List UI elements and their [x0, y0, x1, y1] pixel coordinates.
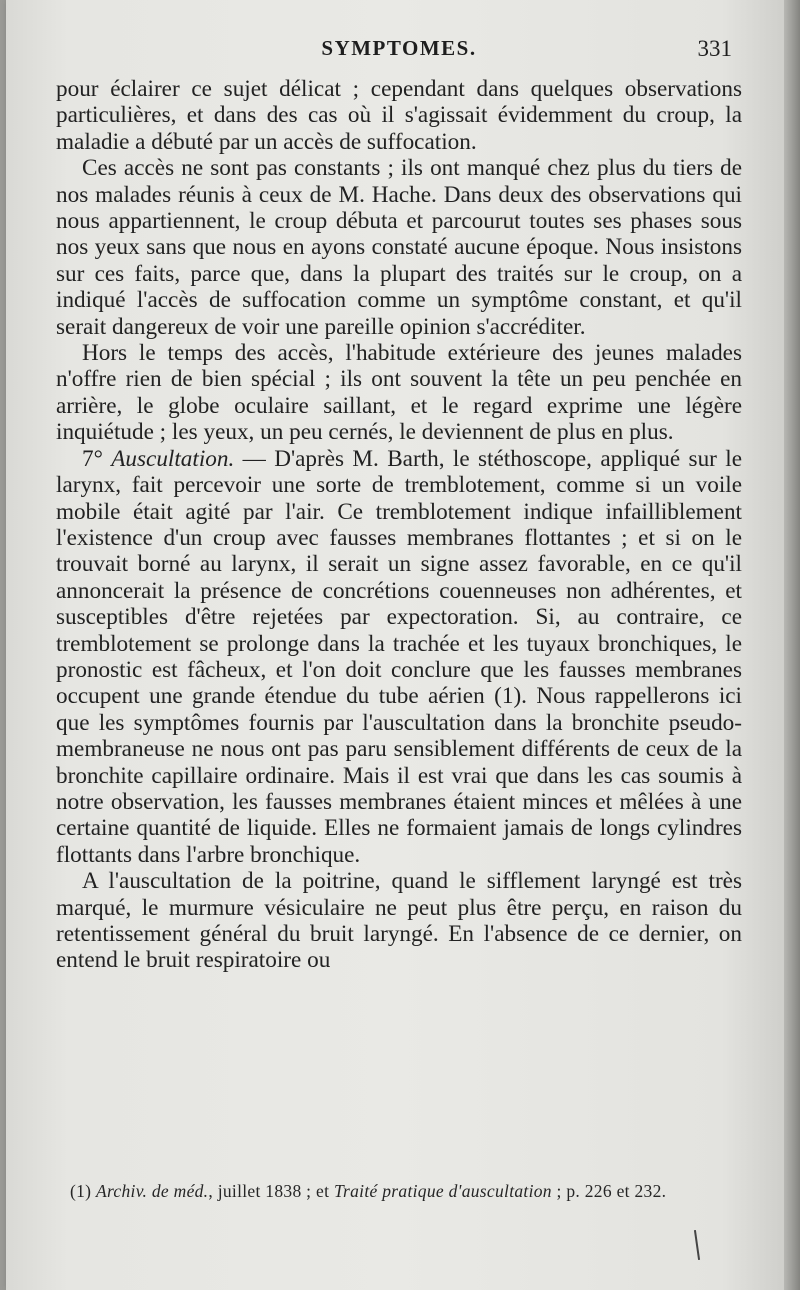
footnote-marker: (1)	[70, 1181, 96, 1201]
paragraph-1: pour éclairer ce sujet délicat ; cependant dans quelques observations particulières, et dans des cas où il s'agissait évidemment du croup, la maladie a débuté par un accès de suffocation.	[56, 76, 742, 155]
paragraph-5: A l'auscultation de la poitrine, quand le sifflement laryngé est très marqué, le murmure vésiculaire ne peut plus être perçu, en raison du retentissement général du bruit laryngé. En l'absence de ce dernier, on entend le bruit respiratoire ou	[56, 868, 742, 974]
paragraph-4	[56, 446, 742, 869]
footnote-text-1: , juillet 1838 ; et	[208, 1181, 334, 1201]
book-page	[6, 0, 784, 1290]
paragraph-2: Ces accès ne sont pas constants ; ils ont manqué chez plus du tiers de nos malades réunis à ceux de M. Hache. Dans deux des observations qui nous appartiennent, le croup débuta et parcourut toutes ses phases sous nos yeux sans que nous en ayons constaté aucune époque. Nous insistons sur ces faits, parce que, dans la plupart des traités sur le croup, on a indiqué l'accès de suffocation comme un symptôme constant, et qu'il serait dangereux de voir une pareille opinion s'accréditer.	[56, 155, 742, 340]
footnote	[56, 1178, 756, 1205]
pencil-mark	[694, 1230, 700, 1260]
section-heading: Auscultation.	[111, 445, 235, 472]
running-title: SYMPTOMES.	[321, 36, 477, 60]
paragraph-3: Hors le temps des accès, l'habitude extérieure des jeunes malades n'offre rien de bien spécial ; ils ont souvent la tête un peu penchée en arrière, le globe oculaire saillant, et le regard exprime une légère inquiétude ; les yeux, un peu cernés, le deviennent de plus en plus.	[56, 340, 742, 446]
page-header	[54, 36, 744, 70]
paragraph-4-body: — D'après M. Barth, le stéthoscope, appliqué sur le larynx, fait percevoir une sorte de tremblotement, comme si un voile mobile était agité par l'air. Ce tremblotement indique infailliblement l'existence d'un croup avec fausses membranes flottantes ; et si on le trouvait borné au larynx, il serait un signe assez favorable, en ce qu'il annoncerait la présence de concrétions couenneuses non adhérentes, et susceptibles d'être rejetées par expectoration. Si, au contraire, ce tremblotement se prolonge dans la trachée et les tuyaux bronchiques, le pronostic est fâcheux, et l'on doit conclure que les fausses membranes occupent une grande étendue du tube aérien (1). Nous rappellerons ici que les symptômes fournis par l'auscultation dans la bronchite pseudo-membraneuse ne nous ont pas paru sensiblement différents de ceux de la bronchite capillaire ordinaire. Mais il est vrai que dans les cas soumis à notre observation, les fausses membranes étaient minces et mêlées à une certaine quantité de liquide. Elles ne formaient jamais de longs cylindres flottants dans l'arbre bronchique.	[56, 445, 743, 868]
page-number: 331	[697, 36, 732, 61]
footnote-text	[56, 1178, 756, 1205]
footnote-text-2: ; p. 226 et 232.	[551, 1181, 667, 1201]
footnote-source-2: Traité pratique d'auscultation	[333, 1181, 552, 1201]
body-text	[56, 76, 742, 974]
section-number: 7°	[82, 445, 112, 472]
footnote-source-1: Archiv. de méd.	[95, 1181, 209, 1201]
